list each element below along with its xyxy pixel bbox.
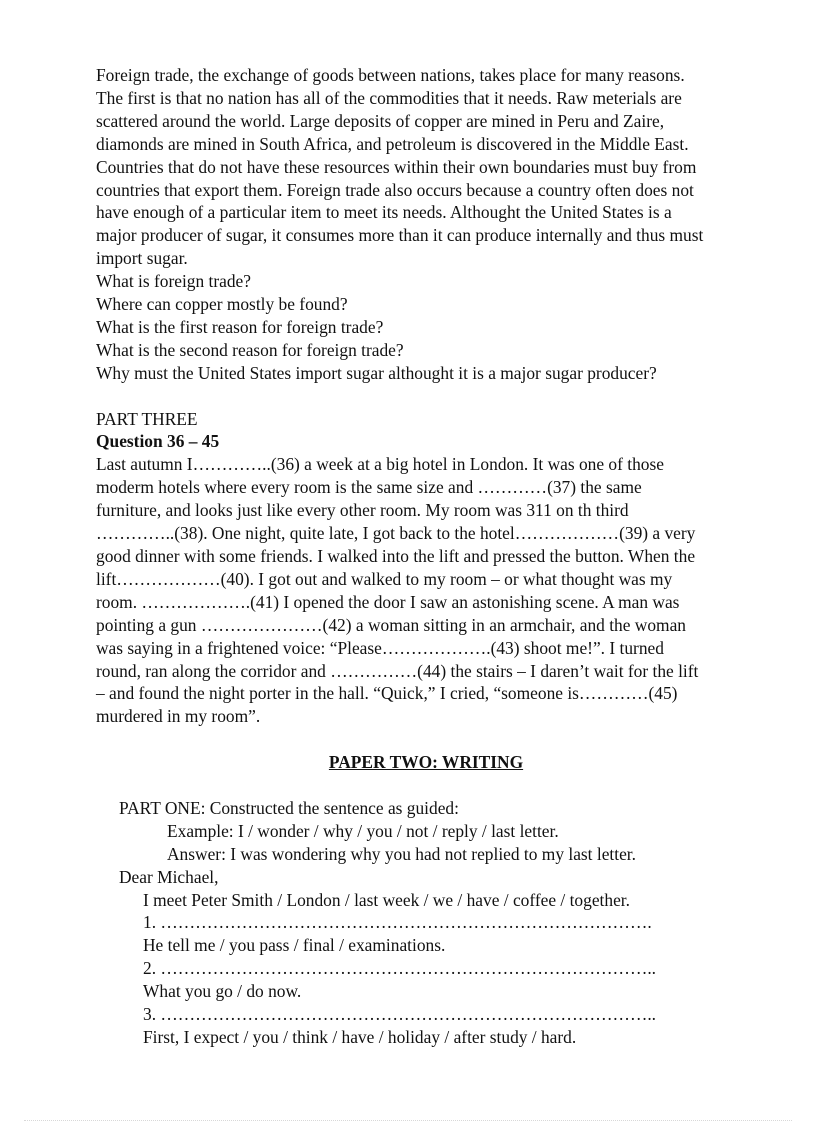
question-item: What is the first reason for foreign trade? [96, 316, 384, 337]
question-item: What is the second reason for foreign trade? [96, 339, 404, 360]
passage-line: countries that export them. Foreign trade also occurs because a country often does not [96, 179, 694, 200]
page-bottom-border [24, 1120, 792, 1121]
part-three-heading: PART THREE [96, 408, 198, 429]
cloze-line: good dinner with some friends. I walked into the lift and pressed the button. When the [96, 546, 696, 567]
passage-line: scattered around the world. Large deposits of copper are mined in Peru and Zaire, [96, 110, 665, 131]
cloze-line: room. ……………….(41) I opened the door I saw an astonishing scene. A man was [96, 591, 680, 612]
passage-line: have enough of a particular item to meet its needs. Althought the United States is a [96, 202, 672, 223]
reading-passage [96, 64, 756, 270]
passage-line: import sugar. [96, 248, 188, 269]
answer-blank-3: 3. ………………………………………………………………………….. [143, 1004, 657, 1025]
example-line: Example: I / wonder / why / you / not / reply / last letter. [167, 820, 559, 841]
cloze-line: Last autumn I…………..(36) a week at a big hotel in London. It was one of those [96, 454, 664, 475]
passage-line: diamonds are mined in South Africa, and petroleum is discovered in the Middle East. [96, 133, 689, 154]
cloze-line: – and found the night porter in the hall. “Quick,” I cried, “someone is…………(45) [96, 683, 678, 704]
cloze-line: furniture, and looks just like every other room. My room was 311 on th third [96, 500, 629, 521]
cloze-line: moderm hotels where every room is the same size and …………(37) the same [96, 477, 642, 498]
question-item: Why must the United States import sugar althought it is a major sugar producer? [96, 362, 657, 383]
answer-blank-1: 1. …………………………………………………………………………. [143, 912, 652, 933]
spacer [96, 774, 756, 797]
writing-prompt: First, I expect / you / think / have / holiday / after study / hard. [143, 1027, 577, 1048]
cloze-line: …………..(38). One night, quite late, I got back to the hotel………………(39) a very [96, 523, 696, 544]
writing-prompt: I meet Peter Smith / London / last week / we / have / coffee / together. [143, 889, 630, 910]
passage-line: major producer of sugar, it consumes more than it can produce internally and thus must [96, 225, 704, 246]
cloze-passage [96, 453, 756, 728]
passage-line: Countries that do not have these resources within their own boundaries must buy from [96, 156, 697, 177]
question-item: What is foreign trade? [96, 271, 251, 292]
answer-line: Answer: I was wondering why you had not replied to my last letter. [167, 843, 636, 864]
paper-two-title: PAPER TWO: WRITING [328, 752, 524, 773]
spacer [96, 385, 756, 408]
writing-prompt: He tell me / you pass / final / examinations. [143, 935, 446, 956]
question-range-heading: Question 36 – 45 [96, 431, 220, 452]
answer-blank-2: 2. ………………………………………………………………………….. [143, 958, 657, 979]
spacer [96, 728, 756, 751]
passage-line: Foreign trade, the exchange of goods between nations, takes place for many reasons. [96, 65, 685, 85]
writing-prompt: What you go / do now. [143, 981, 302, 1002]
cloze-line: murdered in my room”. [96, 706, 261, 727]
passage-line: The first is that no nation has all of the commodities that it needs. Raw meterials are [96, 87, 682, 108]
letter-salutation: Dear Michael, [119, 866, 219, 887]
cloze-line: round, ran along the corridor and ……………(44) the stairs – I daren’t wait for the lift [96, 660, 699, 681]
cloze-line: pointing a gun …………………(42) a woman sitting in an armchair, and the woman [96, 614, 686, 635]
part-one-instruction: PART ONE: Constructed the sentence as guided: [119, 797, 459, 818]
cloze-line: was saying in a frightened voice: “Please……………….(43) shoot me!”. I turned [96, 637, 664, 658]
question-item: Where can copper mostly be found? [96, 294, 348, 315]
document-page [96, 64, 756, 1049]
reading-questions [96, 270, 756, 385]
cloze-line: lift………………(40). I got out and walked to my room – or what thought was my [96, 568, 673, 589]
